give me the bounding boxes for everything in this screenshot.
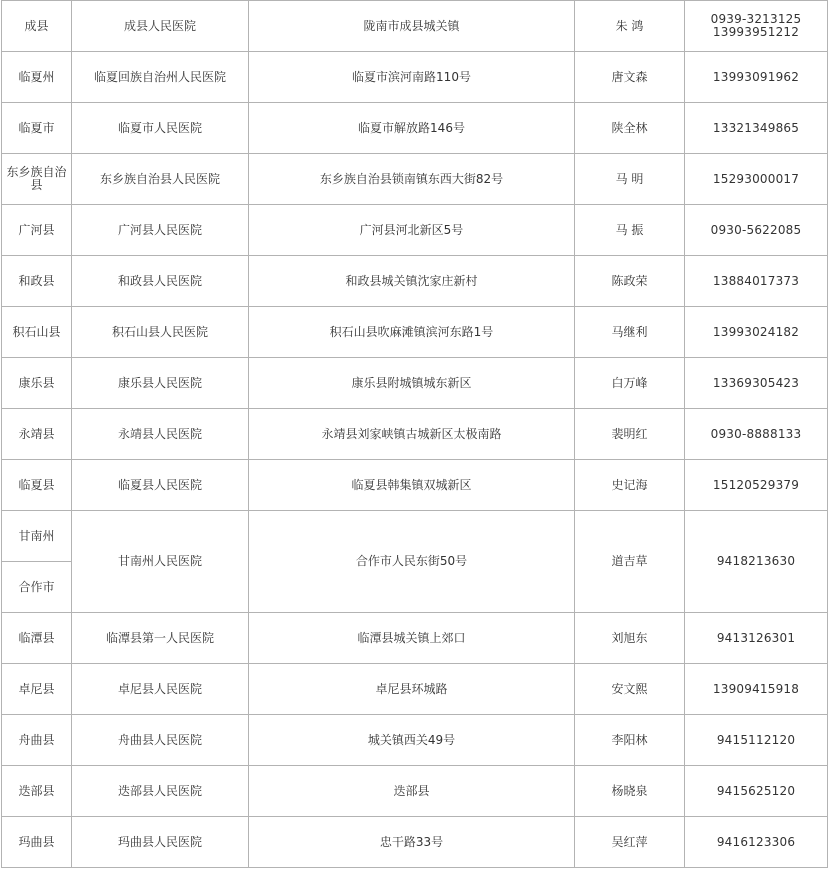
contact-cell: 史记海 <box>575 460 685 511</box>
phone-cell <box>685 664 828 715</box>
phone-cell <box>685 715 828 766</box>
phone-number: 13884017373 <box>712 273 800 288</box>
table-row <box>2 205 828 256</box>
phone-cell <box>685 103 828 154</box>
contact-cell: 道吉草 <box>575 511 685 613</box>
phone-number: 9415112120 <box>716 732 796 747</box>
hospital-cell: 临夏县人民医院 <box>72 460 249 511</box>
address-cell: 陇南市成县城关镇 <box>249 1 575 52</box>
phone-cell <box>685 307 828 358</box>
phone-cell <box>685 52 828 103</box>
contact-cell: 吴红萍 <box>575 817 685 868</box>
address-cell: 临夏市解放路146号 <box>249 103 575 154</box>
table-row <box>2 460 828 511</box>
phone-cell <box>685 1 828 52</box>
hospital-cell: 积石山县人民医院 <box>72 307 249 358</box>
region-cell: 康乐县 <box>2 358 72 409</box>
phone-number: 13993024182 <box>712 324 800 339</box>
phone-number: 15120529379 <box>712 477 800 492</box>
phone-cell <box>685 358 828 409</box>
address-cell: 迭部县 <box>249 766 575 817</box>
phone-cell <box>685 205 828 256</box>
contact-cell: 陈政荣 <box>575 256 685 307</box>
table-row <box>2 154 828 205</box>
contact-cell: 马 振 <box>575 205 685 256</box>
phone-cell <box>685 154 828 205</box>
region-cell: 临潭县 <box>2 613 72 664</box>
hospital-cell: 广河县人民医院 <box>72 205 249 256</box>
table-row <box>2 103 828 154</box>
region-cell: 东乡族自治县 <box>2 154 72 205</box>
contact-cell: 裴明红 <box>575 409 685 460</box>
contact-cell: 安文熙 <box>575 664 685 715</box>
hospital-cell: 永靖县人民医院 <box>72 409 249 460</box>
region-cell: 玛曲县 <box>2 817 72 868</box>
phone-number: 15293000017 <box>712 171 800 186</box>
phone-cell <box>685 613 828 664</box>
hospital-cell: 康乐县人民医院 <box>72 358 249 409</box>
contact-cell: 李阳林 <box>575 715 685 766</box>
hospital-cell: 玛曲县人民医院 <box>72 817 249 868</box>
table-row <box>2 307 828 358</box>
phone-number: 13369305423 <box>712 375 800 390</box>
region-cell: 临夏市 <box>2 103 72 154</box>
phone-cell <box>685 460 828 511</box>
table-row <box>2 817 828 868</box>
phone-number: 13993091962 <box>712 69 800 84</box>
hospital-cell: 临夏回族自治州人民医院 <box>72 52 249 103</box>
hospital-cell: 临夏市人民医院 <box>72 103 249 154</box>
phone-cell: 9418213630 <box>685 511 828 613</box>
phone-cell <box>685 409 828 460</box>
region-cell: 和政县 <box>2 256 72 307</box>
hospital-cell: 和政县人民医院 <box>72 256 249 307</box>
hospital-cell: 舟曲县人民医院 <box>72 715 249 766</box>
hospital-cell: 迭部县人民医院 <box>72 766 249 817</box>
table-body <box>2 1 828 868</box>
address-cell: 东乡族自治县锁南镇东西大街82号 <box>249 154 575 205</box>
hospital-cell: 甘南州人民医院 <box>72 511 249 613</box>
table-row <box>2 613 828 664</box>
hospital-contact-table <box>1 0 828 868</box>
table-row <box>2 256 828 307</box>
region-cell: 永靖县 <box>2 409 72 460</box>
contact-cell: 唐文森 <box>575 52 685 103</box>
address-cell: 积石山县吹麻滩镇滨河东路1号 <box>249 307 575 358</box>
contact-cell: 陕全林 <box>575 103 685 154</box>
address-cell: 临夏县韩集镇双城新区 <box>249 460 575 511</box>
table-row <box>2 715 828 766</box>
region-cell: 成县 <box>2 1 72 52</box>
contact-cell: 马 明 <box>575 154 685 205</box>
phone-number: 0930-8888133 <box>710 426 802 441</box>
address-cell: 康乐县附城镇城东新区 <box>249 358 575 409</box>
contact-cell: 马继利 <box>575 307 685 358</box>
phone-number: 0930-5622085 <box>710 222 802 237</box>
phone-number: 9416123306 <box>716 834 796 849</box>
phone-number: 0939-3213125 <box>710 12 802 26</box>
address-cell: 永靖县刘家峡镇古城新区太极南路 <box>249 409 575 460</box>
hospital-cell: 临潭县第一人民医院 <box>72 613 249 664</box>
region-cell: 临夏县 <box>2 460 72 511</box>
region-cell: 迭部县 <box>2 766 72 817</box>
region-cell: 积石山县 <box>2 307 72 358</box>
table-row <box>2 358 828 409</box>
address-cell: 忠干路33号 <box>249 817 575 868</box>
address-cell: 城关镇西关49号 <box>249 715 575 766</box>
phone-number: 13909415918 <box>712 681 800 696</box>
phone-number: 9415625120 <box>716 783 796 798</box>
table-row <box>2 52 828 103</box>
hospital-cell: 东乡族自治县人民医院 <box>72 154 249 205</box>
table-row <box>2 409 828 460</box>
address-cell: 临潭县城关镇上郊口 <box>249 613 575 664</box>
address-cell: 广河县河北新区5号 <box>249 205 575 256</box>
region-cell: 甘南州 <box>2 511 72 562</box>
contact-cell: 白万峰 <box>575 358 685 409</box>
region-cell: 舟曲县 <box>2 715 72 766</box>
phone-cell <box>685 256 828 307</box>
region-cell: 卓尼县 <box>2 664 72 715</box>
contact-cell: 杨晓泉 <box>575 766 685 817</box>
address-cell: 卓尼县环城路 <box>249 664 575 715</box>
table-row <box>2 1 828 52</box>
phone-cell <box>685 766 828 817</box>
contact-cell: 朱 鸿 <box>575 1 685 52</box>
phone-number: 13993951212 <box>712 25 800 39</box>
region-cell: 临夏州 <box>2 52 72 103</box>
address-cell: 临夏市滨河南路110号 <box>249 52 575 103</box>
address-cell: 和政县城关镇沈家庄新村 <box>249 256 575 307</box>
hospital-cell: 卓尼县人民医院 <box>72 664 249 715</box>
region-cell: 合作市 <box>2 562 72 613</box>
table-row <box>2 766 828 817</box>
address-cell: 合作市人民东街50号 <box>249 511 575 613</box>
region-cell: 广河县 <box>2 205 72 256</box>
contact-cell: 刘旭东 <box>575 613 685 664</box>
hospital-cell: 成县人民医院 <box>72 1 249 52</box>
table-row <box>2 664 828 715</box>
phone-cell <box>685 817 828 868</box>
phone-number: 13321349865 <box>712 120 800 135</box>
phone-number: 9413126301 <box>716 630 796 645</box>
table-row <box>2 511 828 562</box>
